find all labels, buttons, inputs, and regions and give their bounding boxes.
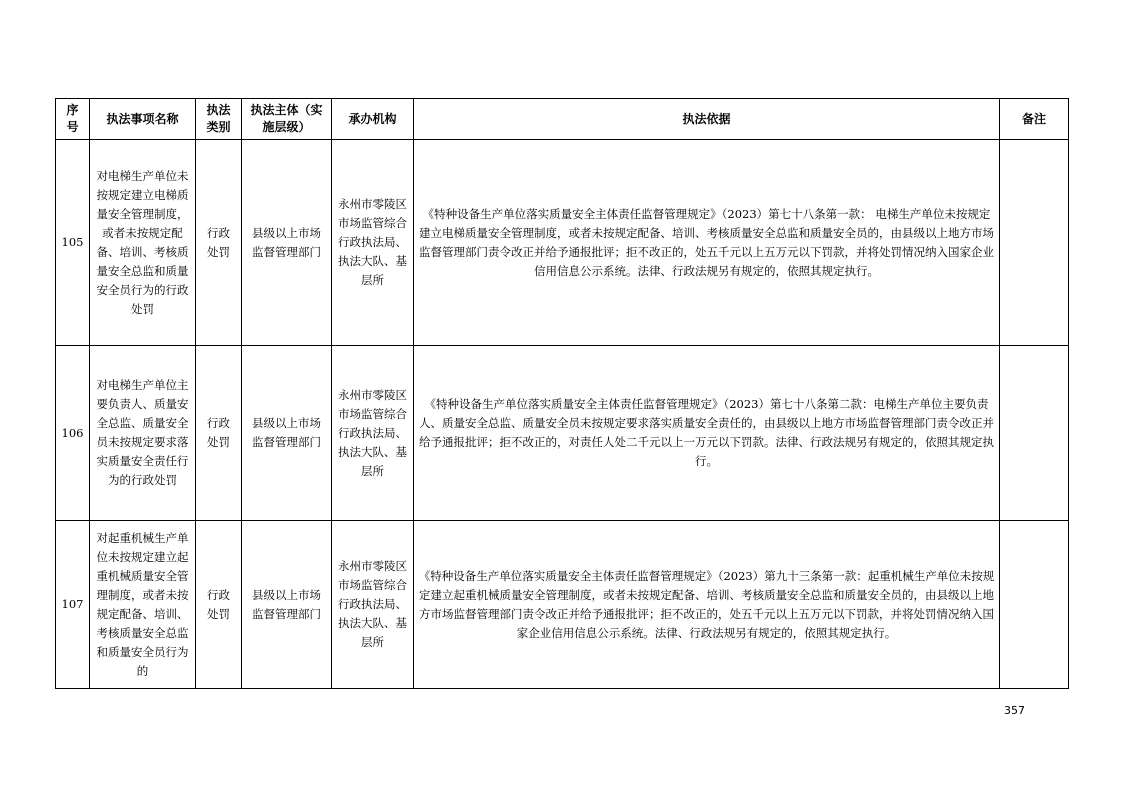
- row-subject: 县级以上市场监督管理部门: [242, 346, 332, 521]
- header-remark: 备注: [1000, 99, 1069, 140]
- row-remark: [1000, 521, 1069, 689]
- row-agency: 永州市零陵区市场监管综合行政执法局、执法大队、基层所: [332, 346, 414, 521]
- header-name: 执法事项名称: [90, 99, 196, 140]
- row-basis: 《特种设备生产单位落实质量安全主体责任监督管理规定》（2023）第九十三条第一款：起重机械生产单位未按规定建立起重机械质量安全管理制度，或者未按规定配备、培训、考核质量安全总监和质量安全员的，由县级以上地方市场监督管理部门责令改正并给予通报批评；拒不改正的，处五千元以上五万元以下罚款，并将处罚情况纳入国家企业信用信息公示系统。法律、行政法规另有规定的，依照其规定执行。: [414, 521, 1000, 689]
- row-category: 行政处罚: [196, 521, 242, 689]
- header-subject: 执法主体（实施层级）: [242, 99, 332, 140]
- row-category: 行政处罚: [196, 140, 242, 346]
- table-row: [56, 521, 1069, 689]
- header-agency: 承办机构: [332, 99, 414, 140]
- header-seq: 序号: [56, 99, 90, 140]
- row-subject: 县级以上市场监督管理部门: [242, 521, 332, 689]
- table-row: [56, 346, 1069, 521]
- page-number: 357: [1004, 704, 1025, 717]
- row-basis: 《特种设备生产单位落实质量安全主体责任监督管理规定》（2023）第七十八条第二款：电梯生产单位主要负责人、质量安全总监、质量安全员未按规定要求落实质量安全责任的，由县级以上地方市场监督管理部门责令改正并给予通报批评；拒不改正的，对责任人处二千元以上一万元以下罚款。法律、行政法规另有规定的，依照其规定执行。: [414, 346, 1000, 521]
- row-subject: 县级以上市场监督管理部门: [242, 140, 332, 346]
- row-name: 对电梯生产单位未按规定建立电梯质量安全管理制度，或者未按规定配备、培训、考核质量安全总监和质量安全员行为的行政处罚: [90, 140, 196, 346]
- row-seq: 105: [56, 140, 90, 346]
- row-seq: 106: [56, 346, 90, 521]
- row-seq: 107: [56, 521, 90, 689]
- row-name: 对电梯生产单位主要负责人、质量安全总监、质量安全员未按规定要求落实质量安全责任行为的行政处罚: [90, 346, 196, 521]
- row-remark: [1000, 140, 1069, 346]
- header-row: [56, 99, 1069, 140]
- header-basis: 执法依据: [414, 99, 1000, 140]
- row-category: 行政处罚: [196, 346, 242, 521]
- header-category: 执法类别: [196, 99, 242, 140]
- row-agency: 永州市零陵区市场监管综合行政执法局、执法大队、基层所: [332, 521, 414, 689]
- row-agency: 永州市零陵区市场监管综合行政执法局、执法大队、基层所: [332, 140, 414, 346]
- row-remark: [1000, 346, 1069, 521]
- row-basis: 《特种设备生产单位落实质量安全主体责任监督管理规定》（2023）第七十八条第一款： 电梯生产单位未按规定建立电梯质量安全管理制度，或者未按规定配备、培训、考核质量安全总监和质量安全员的，由县级以上地方市场监督管理部门责令改正并给予通报批评；拒不改正的，处五千元以上五万元以下罚款，并将处罚情况纳入国家企业信用信息公示系统。法律、行政法规另有规定的，依照其规定执行。: [414, 140, 1000, 346]
- row-name: 对起重机械生产单位未按规定建立起重机械质量安全管理制度，或者未按规定配备、培训、考核质量安全总监和质量安全员行为的: [90, 521, 196, 689]
- table-row: [56, 140, 1069, 346]
- enforcement-table: [55, 98, 1069, 689]
